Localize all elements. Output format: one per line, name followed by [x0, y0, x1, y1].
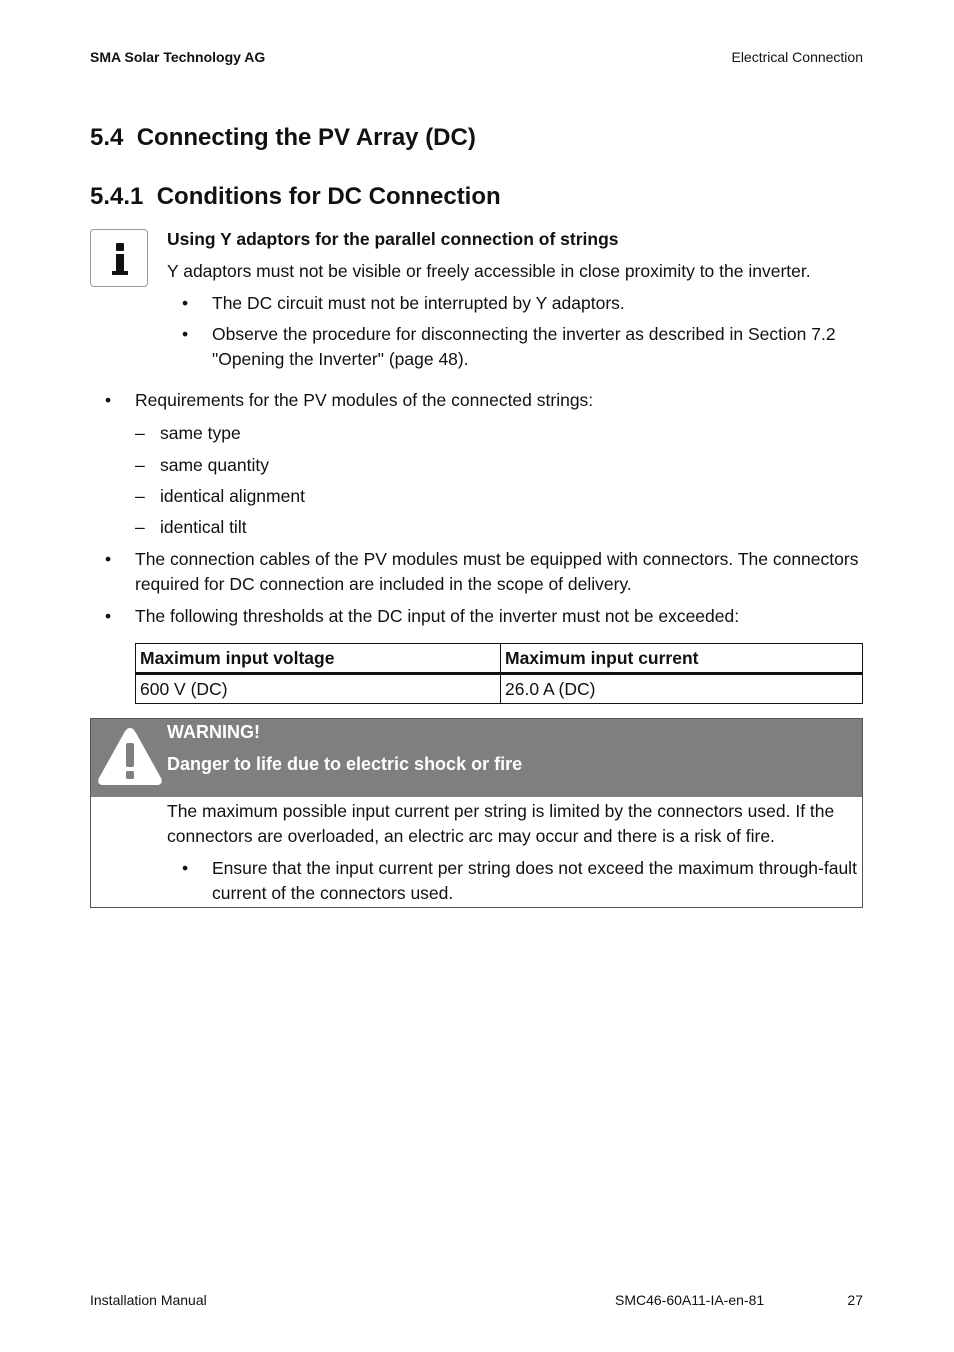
info-bullet: The DC circuit must not be interrupted by Y adaptors.	[212, 293, 625, 313]
dash-marker: –	[135, 486, 145, 506]
table-row	[136, 674, 863, 704]
warning-label: WARNING!	[167, 722, 260, 742]
warning-bullet-line1: Ensure that the input current per string does not exceed the maximum through-fault	[212, 858, 857, 878]
subsection-heading: 5.4.1 Conditions for DC Connection	[90, 183, 501, 210]
thresholds-text: The following thresholds at the DC input of the inverter must not be exceeded:	[135, 606, 740, 626]
info-bullet-continuation: "Opening the Inverter" (page 48).	[212, 349, 469, 369]
warning-box	[90, 718, 863, 908]
warning-text-line1: The maximum possible input current per string is limited by the connectors used. If the	[167, 801, 835, 821]
warning-title: Danger to life due to electric shock or fire	[167, 754, 523, 774]
section-heading: 5.4 Connecting the PV Array (DC)	[90, 124, 476, 151]
requirements-intro: Requirements for the PV modules of the connected strings:	[135, 390, 594, 410]
cables-text-line1: The connection cables of the PV modules must be equipped with connectors. The connectors	[135, 549, 859, 569]
bullet-marker: •	[105, 390, 112, 410]
bullet-marker: •	[105, 606, 112, 626]
table-cell-voltage: 600 V (DC)	[136, 674, 501, 704]
thresholds-table	[135, 643, 863, 704]
table-cell-current: 26.0 A (DC)	[501, 674, 863, 704]
info-bullet: Observe the procedure for disconnecting the inverter as described in Section 7.2	[212, 324, 836, 344]
requirement-item: same quantity	[160, 455, 269, 475]
bullet-marker: •	[105, 549, 112, 569]
info-icon	[90, 229, 148, 287]
requirement-item: identical alignment	[160, 486, 305, 506]
bullet-marker: •	[182, 324, 189, 344]
dash-marker: –	[135, 423, 145, 443]
footer-doc-id: SMC46-60A11-IA-en-81	[615, 1292, 765, 1308]
bullet-marker: •	[182, 858, 189, 878]
info-title: Using Y adaptors for the parallel connection of strings	[167, 229, 619, 249]
header-section: Electrical Connection	[731, 49, 863, 65]
table-header-current: Maximum input current	[501, 644, 863, 674]
table-header-voltage: Maximum input voltage	[136, 644, 501, 674]
page-number: 27	[847, 1292, 863, 1308]
table-header-row	[136, 644, 863, 674]
requirement-item: same type	[160, 423, 241, 443]
warning-text-line2: connectors are overloaded, an electric arc may occur and there is a risk of fire.	[167, 826, 775, 846]
warning-bullet-line2: current of the connectors used.	[212, 883, 454, 903]
dash-marker: –	[135, 455, 145, 475]
warning-icon	[96, 725, 164, 787]
footer-manual: Installation Manual	[90, 1292, 207, 1308]
info-text: Y adaptors must not be visible or freely accessible in close proximity to the inverter.	[167, 261, 811, 281]
bullet-marker: •	[182, 293, 189, 313]
requirement-item: identical tilt	[160, 517, 247, 537]
header-company: SMA Solar Technology AG	[90, 49, 266, 65]
dash-marker: –	[135, 517, 145, 537]
cables-text-line2: required for DC connection are included in the scope of delivery.	[135, 574, 632, 594]
